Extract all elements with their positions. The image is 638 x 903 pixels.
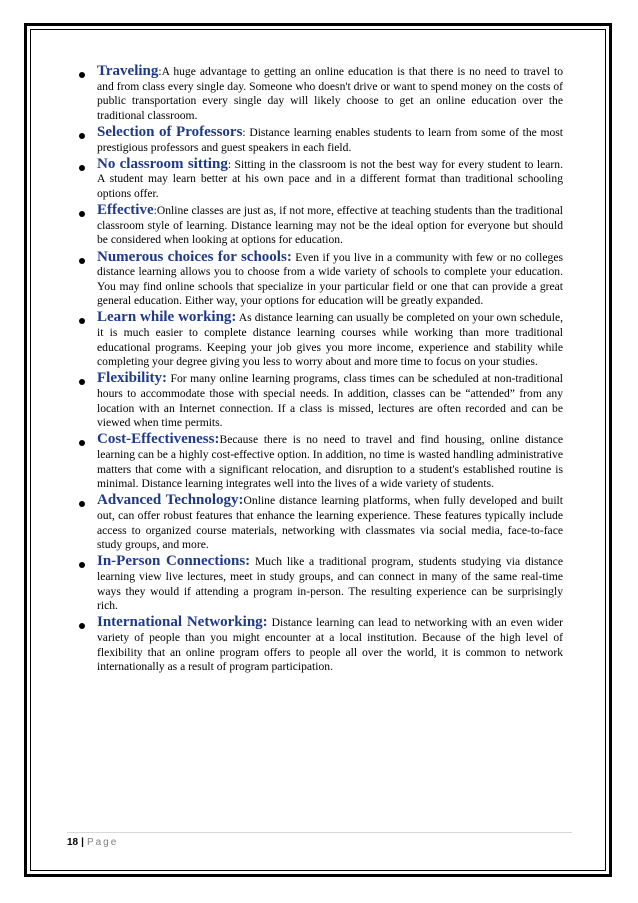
paragraph bbox=[97, 125, 563, 155]
bullet-icon bbox=[79, 72, 85, 78]
footer-divider bbox=[67, 832, 572, 833]
list-item-no-classroom-sitting bbox=[97, 157, 563, 202]
item-heading: In-Person Connections: bbox=[97, 553, 251, 570]
list-item-learn-while-working bbox=[97, 310, 563, 369]
paragraph bbox=[97, 310, 563, 369]
paragraph bbox=[97, 371, 563, 430]
page-content bbox=[97, 64, 563, 676]
paragraph bbox=[97, 493, 563, 552]
item-heading: No classroom sitting bbox=[97, 155, 228, 172]
bullet-icon bbox=[79, 258, 85, 264]
page-label: Page bbox=[86, 837, 119, 848]
item-text: Much like a traditional program, students studying via distance learning view live lectures, meet in study groups, and can connect in many of the same real-time ways they would if attending a program in-person. The resulting experience can be surprisingly rich. bbox=[97, 555, 563, 613]
paragraph bbox=[97, 64, 563, 123]
item-text: For many online learning programs, class times can be scheduled at non-traditional hours to accommodate those with special needs. In addition, classes can be “attended” from any location with an Internet connection. If a class is missed, lectures are often recorded and can be viewed when time permits. bbox=[97, 372, 563, 430]
item-heading: Effective bbox=[97, 202, 154, 219]
item-heading: Numerous choices for schools: bbox=[97, 248, 292, 265]
list-item-in-person-connections bbox=[97, 554, 563, 613]
paragraph bbox=[97, 615, 563, 674]
item-heading: International Networking: bbox=[97, 614, 268, 631]
item-heading: Cost-Effectiveness: bbox=[97, 431, 220, 448]
list-item-flexibility bbox=[97, 371, 563, 430]
bullet-list bbox=[97, 64, 563, 675]
bullet-icon bbox=[79, 165, 85, 171]
page-footer bbox=[67, 837, 118, 848]
paragraph bbox=[97, 250, 563, 309]
item-heading: Traveling bbox=[97, 63, 159, 79]
item-heading: Learn while working: bbox=[97, 309, 237, 326]
paragraph bbox=[97, 157, 563, 202]
page-number: 18 bbox=[67, 837, 79, 848]
paragraph bbox=[97, 203, 563, 248]
item-heading: Flexibility: bbox=[97, 370, 167, 387]
paragraph bbox=[97, 554, 563, 613]
list-item-advanced-technology bbox=[97, 493, 563, 552]
item-text: :Online classes are just as, if not more, effective at teaching students than the traditional classroom style of learning. Distance learning may not be the ideal option for everyone but should be considered when looking at options for education. bbox=[97, 204, 563, 247]
paragraph bbox=[97, 432, 563, 491]
item-text: As distance learning can usually be completed on your own schedule, it is much easier to complete distance learning courses while working than more traditional educational programs. Keeping your job gives you more income, experience and stability while completing your degree giving you less to worry about and more time to focus on your studies. bbox=[97, 311, 563, 369]
item-text: :A huge advantage to getting an online education is that there is no need to travel to and from class every single day. Someone who doesn't drive or want to spend money on the costs of public transportation every single day will likely choose to get an online education over the traditional classroom. bbox=[97, 65, 563, 122]
list-item-traveling bbox=[97, 64, 563, 123]
item-text: : Distance learning enables students to learn from some of the most prestigious professors and guest speakers in each field. bbox=[97, 125, 563, 154]
item-text: Because there is no need to travel and find housing, online distance learning can be a highly cost-effective option. In addition, no time is wasted handling administrative matters that come with a significant relocation, and disruption to a student's established routine is minimal. Distance learning integrates well into the lives of a wide variety of students. bbox=[97, 433, 563, 491]
item-heading: Selection of Professors bbox=[97, 123, 243, 140]
footer-separator: | bbox=[81, 837, 84, 848]
item-text: : Sitting in the classroom is not the best way for every student to learn. A student may learn better at his own pace and in a different format than traditional schooling options offer. bbox=[97, 157, 563, 200]
list-item-selection-of-professors bbox=[97, 125, 563, 155]
list-item-numerous-choices bbox=[97, 250, 563, 309]
item-heading: Advanced Technology: bbox=[97, 492, 244, 509]
list-item-international-networking bbox=[97, 615, 563, 674]
item-text: Distance learning can lead to networking with an even wider variety of people than you might encounter at a local institution. Because of the high level of flexibility that an online program offers to people all over the world, it is common to network internationally as a result of program participation. bbox=[97, 616, 563, 674]
list-item-effective bbox=[97, 203, 563, 248]
list-item-cost-effectiveness bbox=[97, 432, 563, 491]
item-text: Online distance learning platforms, when fully developed and built out, can offer robust features that enhance the learning experience. These features typically include access to organized course materials, networking with classmates via social media, face-to-face study groups, and more. bbox=[97, 494, 563, 552]
bullet-icon bbox=[79, 133, 85, 139]
item-text: Even if you live in a community with few or no colleges distance learning allows you to choose from a wide variety of schools to complete your education. You may find online schools that specialize in your particular field or one that can provide a great general education. Either way, your options for education will be greatly expanded. bbox=[97, 250, 563, 308]
